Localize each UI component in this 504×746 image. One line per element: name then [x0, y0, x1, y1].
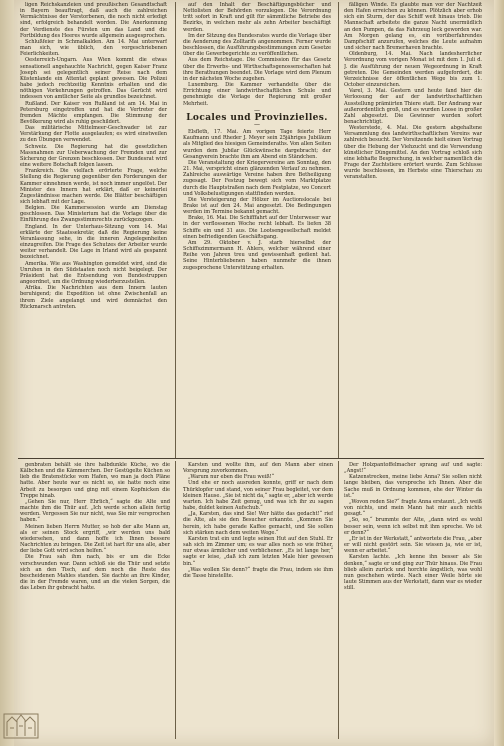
article-paragraph: Oldenburg, 14. Mai. Nach landesherrlicher Verordnung vom vorigen Monat ist mit dem 1. Juli d. J. die Ausführung der neuen Wegeordnung in Kraft getreten. Die Gemeinden werden aufgefordert, die Verzeichnisse der öffentlichen Wege bis zum 1. October einzureichen. [344, 51, 482, 89]
column-rule [338, 2, 339, 458]
article-paragraph: ligen Reichskanzleien und preußischen Gesandtschaft in Bayern beauftragt, daß auch die zahlreichen Vermächtnisse der Verstorbenen, die noch nicht erledigt sind, erfolgreich behandelt worden. Die Anerkennung der Verdienste des Fürsten um das Land und die Fortbildung des Heeres wurde allgemein ausgesprochen. [20, 2, 167, 39]
page-edge-right [494, 0, 504, 746]
article-paragraph: Varel, 3. Mai. Gestern und heute fand hier die Verloosung der auf der landwirthschaftlichen Ausstellung prämiirten Thiere statt. Der Andrang war außerordentlich groß, und es wurden Loose in großer Zahl abgesetzt. Die Gewinner wurden sofort benachrichtigt. [344, 88, 482, 125]
feuilleton-divider [18, 458, 484, 459]
article-paragraph: Die Versteigerung der Hölzer im Auctionslocale bei Brake ist auf den 24. Mai angesetzt. Die Bedingungen werden im Termine bekannt gemacht. [183, 196, 331, 216]
story-paragraph: Meinen lieben Herrn Mutter, so hob der alte Mann an, als er seinen Stock ergriff, „wir werden uns bald wiedersehen, und dann hoffe ich Ihnen bessere Nachrichten zu bringen. Die Zeit ist hart für uns alle, aber der liebe Gott wird schon helfen.“ [20, 523, 170, 555]
story-paragraph: „Was wollen Sie denn?“ fragte die Frau, indem sie ihm die Tasse hinstellte. [183, 566, 333, 579]
story-paragraph: „Ja, Karsten, das sind Sie! Wer hätte das gedacht!“ rief die Alte, als sie den Besucher erkannte. „Kommen Sie herein, ich habe gerade Kaffee gemacht, und Sie sollen sich stärken nach dem weiten Wege.“ [183, 511, 333, 536]
article-paragraph: Luxemburg. Die Kammer verhandelte über die Errichtung einer landwirthschaftlichen Schule und genehmigte die Vorlage der Regierung mit großer Mehrheit. [183, 82, 331, 107]
article-paragraph: auf den Inhalt der Beschäftigungsbücher und Nettolisten der Behörden vorzulegen. Die Verordnung tritt sofort in Kraft und gilt für sämmtliche Betriebe des Bezirks, in welchen mehr als zehn Arbeiter beschäftigt werden. [183, 2, 331, 33]
story-paragraph: „Gehen Sie nur, Herr Ehrlich,“ sagte die Alte und machte ihm die Thür auf. „Ich werde schon allein fertig werden. Vergessen Sie nur nicht, was Sie mir versprochen haben.“ [20, 498, 170, 524]
article-paragraph: Afrika. Die Nachrichten aus dem Innern lauten beruhigend; die Expedition ist ohne Zwischenfall an ihrem Ziele angelangt und wird demnächst den Rückmarsch antreten. [20, 285, 167, 310]
story-paragraph: Der Holzpantoffelmacher sprang auf und sagte: „Angst!“ [344, 462, 482, 475]
article-paragraph: Die Veranstaltung der Kriegervereine am Sonntag, den 21. Mai, verspricht einen glänzenden Verlauf zu nehmen. Zahlreiche auswärtige Vereine haben ihre Betheiligung zugesagt. Der Festzug bewegt sich vom Marktplatze durch die Hauptstraßen nach dem Festplatze, wo Concert und Volksbelustigungen stattfinden werden. [183, 159, 331, 197]
story-paragraph: „Warum nur eben die Frau weiß!“ [188, 474, 275, 481]
column-rule [175, 2, 176, 458]
article-paragraph: Im der Sitzung des Bundesrates wurde die Vorlage über die Aenderung des Zolltarifs angenommen. Ferner wurde beschlossen, die Ausführungsbestimmungen zum Gesetze über die Gewerbegerichte zu veröffentlichen. [183, 32, 331, 58]
article-paragraph: Westerstede, 4. Mai. Die gestern abgehaltene Versammlung des landwirthschaftlichen Vereins war zahlreich besucht. Der Vorsitzende hielt einen Vortrag über die Hebung der Viehzucht und die Verwendung künstlicher Düngemittel. An den Vortrag schloß sich eine lebhafte Besprechung, in welcher namentlich die Frage der Zuchtstiere erörtert wurde. Zum Schlusse wurde beschlossen, im Herbste eine Thierschau zu veranstalten. [344, 125, 482, 181]
column-rule [338, 461, 339, 739]
page-edge-left [0, 0, 14, 746]
feuilleton-column-2 [183, 462, 333, 740]
article-paragraph: Elsfleth, 17. Mai. Am vorigen Tage feierte Herr Kaufmann und Rheder J. Meyer sein 25jähriges Jubiläum als Mitglied des hiesigen Gemeinderaths. Von allen Seiten wurden dem Jubilar Glückwünsche dargebracht; der Gesangverein brachte ihm am Abend ein Ständchen. [183, 129, 331, 160]
article-paragraph: fälligen Winde. Es glaubte man vor der Nachtzeit den Hafen erreichen zu können. Plötzlich aber erhob sich ein Sturm, der das Schiff weit hinaus trieb. Die Mannschaft arbeitete die ganze Nacht unermüdlich an den Pumpen, da das Fahrzeug leck geworden war. Am Morgen gelang es, ein vorüberfahrendes Dampfschiff anzurufen, welches die Leute aufnahm und sicher nach Bremerhaven brachte. [344, 2, 482, 52]
article-paragraph: Das militärische Mittelmeer-Geschwader ist zur Verstärkung der Flotte ausgelaufen; es wird einstweilen zu den Übungen verwendet. [20, 125, 167, 144]
story-paragraph: „Er ist in der Werkstatt,“ antwortete die Frau, „aber er will nicht gestört sein. Sie wissen ja, wie er ist, wenn er arbeitet.“ [344, 535, 482, 555]
story-paragraph: Karsten und wollte ihm, auf den Mann aber einen Vorsprung zuvorkommen. [183, 462, 333, 475]
article-paragraph: Frankreich. Die vielfach erörterte Frage, welche Stellung die Regierung gegenüber den Forderungen der Kammer einnehmen werde, ist noch immer ungelöst. Der Minister des Innern hat erklärt, daß er keinerlei Zugeständnisse machen werde. Die Blätter beschäftigen sich lebhaft mit der Lage. [20, 168, 167, 205]
article-paragraph: Amerika. Wie aus Washington gemeldet wird, sind die Unruhen in den Südstaaten noch nicht beigelegt. Der Präsident hat die Entsendung von Bundestruppen angeordnet, um die Ordnung wiederherzustellen. [20, 260, 167, 286]
article-paragraph: Brake, 16. Mai. Die Schifffahrt auf der Unterweser war in der verflossenen Woche recht lebhaft. Es liefen 38 Schiffe ein und 31 aus. Die Lootsengesellschaft meldet einen befriedigenden Geschäftsgang. [183, 215, 331, 240]
story-paragraph: genbraten behält sie ihre halbdunkle Küche, wo die Kälbchen und die Kämmerchen. Der Gestügelte Küchen so lieb die Bratenstücke vom Hafen, wo man ja doch Pläne hatte. Aber heute war es nicht so, sie hatte noch eine Arbeit zu besorgen und ging mit einem Kopfnicken die Treppe hinab. [20, 462, 170, 499]
story-paragraph: Die Frau sah ihm nach, bis er um die Ecke verschwunden war. Dann schloß sie die Thür und setzte sich an den Tisch, auf dem noch die Reste des bescheidenen Mahles standen. Sie dachte an ihre Kinder, die in der Fremde waren, und an die vielen Sorgen, die das Leben ihr gebracht hatte. [20, 554, 170, 592]
story-paragraph: Karsten trat ein und legte seinen Hut auf den Stuhl. Er sah sich im Zimmer um; es war alles noch so wie früher, nur etwas ärmlicher und verblichener. „Es ist lange her,“ sagte er leise, „daß ich zum letzten Male hier gewesen bin.“ [183, 535, 333, 567]
article-paragraph: Am 29. Oktober v. J. starb hierselbst der Schiffszimmermann H. Ahlers, welcher während einer Reihe von Jahren treu und gewissenhaft gedient hat. Seine Hinterbliebenen haben nunmehr die ihnen zugesprochene Unterstützung erhalten. [183, 239, 331, 271]
article-paragraph: Schweiz. Die Regierung hat die gesetzlichen Massnahmen zur Ueberwachung der Fremden und zur Sicherung der Grenzen beschlossen. Der Bundesrat wird eine weitere Botschaft folgen lassen. [20, 143, 167, 169]
story-paragraph: Karsten lachte. „Ich kenne ihn besser als Sie denken,“ sagte er und ging zur Thür hinaus. Die Frau blieb allein zurück und horchte ängstlich, was wohl nun geschehen würde. Nach einer Weile hörte sie laute Stimmen aus der Werkstatt, dann war es wieder still. [344, 554, 482, 592]
feuilleton-column-1 [20, 462, 170, 740]
library-stamp-icon [3, 706, 39, 740]
article-paragraph: Oesterreich-Ungarn. Aus Wien kommt die etwas sensationell angehauchte Nachricht, gegen Kaiser Franz Joseph sei gelegentlich seiner Reise nach dem Küstenlande ein Attentat geplant gewesen. Die Polizei habe jedoch rechtzeitig Kenntnis erhalten und die nöthigen Vorkehrungen getroffen. Das Gerücht wird indessen von amtlicher Seite als grundlos bezeichnet. [20, 57, 167, 101]
article-paragraph: Aus dem Reichstage. Die Commission für das Gesetz über die Erwerbs- und Wirthschaftsgenossenschaften hat ihre Berathungen beendet. Die Vorlage wird dem Plenum in der nächsten Woche zugehen. [183, 57, 331, 82]
section-title: Locales und Provinzielles. [186, 112, 328, 123]
news-column-2 [183, 2, 331, 454]
feuilleton-column-3 [344, 462, 482, 740]
section-ornament: — [254, 106, 260, 114]
news-column-3 [344, 2, 482, 454]
story-paragraph: „Wovon reden Sie?“ fragte Anna erstaunt. „Ich weiß von nichts, und mein Mann hat mir auch nichts gesagt.“ [344, 498, 482, 518]
article-paragraph: England. In der Unterhaus-Sitzung vom 14. Mai erklärte der Staatssekretär, daß die Regierung keine Veranlassung sehe, in die inneren Angelegenheiten einzugreifen. Die Frage des Schutzes der Arbeiter wurde weiter verhandelt. Die Lage in Irland wird als gespannt bezeichnet. [20, 223, 167, 261]
article-paragraph: Schlußfeier in Schmalkalden. Am 14. Mai unterwarf man sich, wie üblich, den vorgeschriebenen Feierlichkeiten. [20, 38, 167, 58]
section-ornament: — [254, 120, 260, 128]
article-paragraph: Rußland. Der Kaiser von Rußland ist am 14. Mai in Petersburg eingetroffen und hat die Vertreter der fremden Mächte empfangen. Die Stimmung der Bevölkerung wird als ruhig geschildert. [20, 100, 167, 125]
story-paragraph: Katzenstrecken, meine liebe Anna? Sie sollen nicht lange bleiben, das verspreche ich Ihnen. Aber die Sache muß in Ordnung kommen, ehe der Winter da ist.“ [344, 474, 482, 499]
story-paragraph: „So, so,“ brummte der Alte, „dann wird es wohl besser sein, wenn ich selbst mit ihm spreche. Wo ist er denn?“ [344, 517, 482, 536]
news-column-1 [20, 2, 167, 454]
article-paragraph: Belgien. Die Kammersession wurde am Dienstag geschlossen. Das Ministerium hat die Vorlage über die Einführung des Zwangsstimmrechts zurückgezogen. [20, 205, 167, 224]
column-rule [175, 461, 176, 739]
story-paragraph: Und ehe er noch ausreden konnte, griff er nach dem Thürklopfer und stand, von seiner Frau begleitet, vor dem kleinen Hause. „Sie ist nicht da,“ sagte er, „aber ich werde warten. Ich habe Zeit genug, und was ich ihr zu sagen habe, duldet keinen Aufschub.“ [183, 480, 333, 512]
